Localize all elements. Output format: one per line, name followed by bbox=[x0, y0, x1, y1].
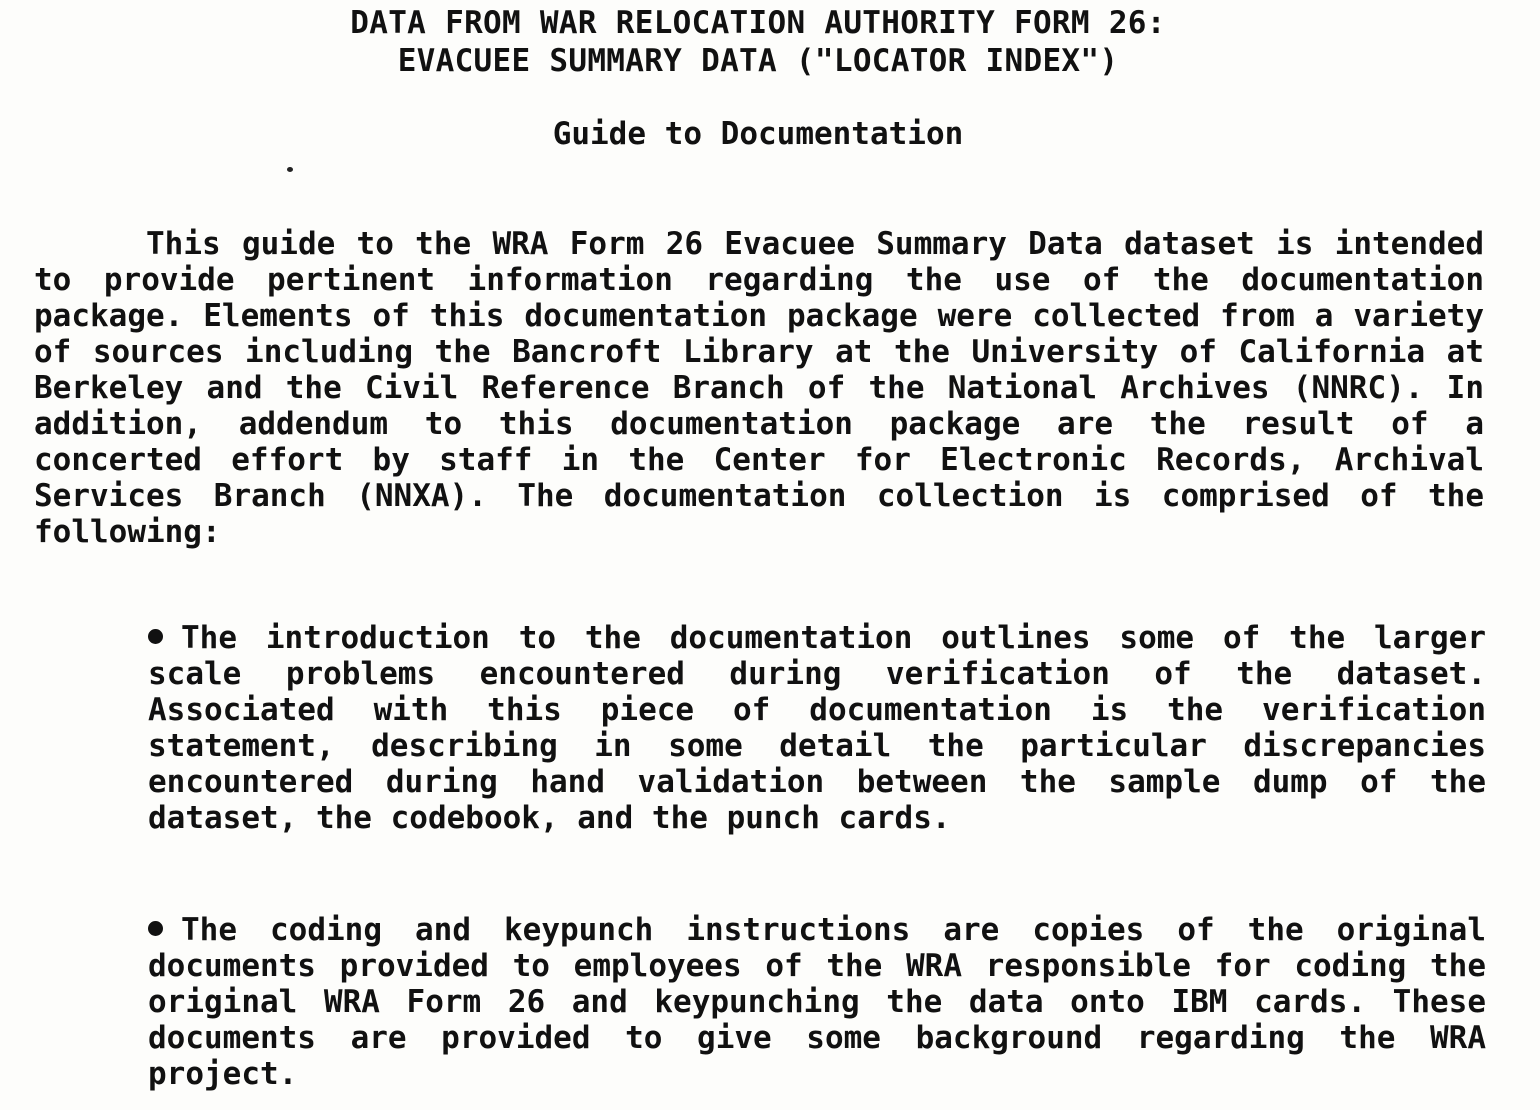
bullet-icon bbox=[148, 629, 163, 644]
bullet-text: The introduction to the documentation outlines some of the larger scale problems encountered during verification of the dataset. Associated with this piece of documentation is the verification statement, describing in some detail the particular discrepancies encountered during hand validation between the sample dump of the dataset, the codebook, and the punch cards. bbox=[148, 620, 1486, 836]
bullet-item-introduction bbox=[148, 620, 1486, 836]
scan-speck bbox=[287, 167, 293, 172]
intro-paragraph: This guide to the WRA Form 26 Evacuee Summary Data dataset is intended to provide pertinent information regarding the use of the documentation package. Elements of this documentation package were collected from a variety of sources including the Bancroft Library at the University of California at Berkeley and the Civil Reference Branch of the National Archives (NNRC). In addition, addendum to this documentation package are the result of a concerted effort by staff in the Center for Electronic Records, Archival Services Branch (NNXA). The documentation collection is comprised of the following: bbox=[34, 226, 1484, 550]
bullet-icon bbox=[148, 921, 163, 936]
bullet-paragraph bbox=[148, 620, 1486, 836]
document-title-line-2: EVACUEE SUMMARY DATA ("LOCATOR INDEX") bbox=[397, 43, 1119, 79]
bullet-text: The coding and keypunch instructions are copies of the original documents provided to employees of the WRA responsible for coding the original WRA Form 26 and keypunching the data onto IBM cards. These documents are provided to give some background regarding the WRA project. bbox=[148, 912, 1486, 1092]
document-title-line-1: DATA FROM WAR RELOCATION AUTHORITY FORM 26: bbox=[350, 5, 1166, 41]
bullet-item-coding-instructions bbox=[148, 912, 1486, 1092]
document-subtitle: Guide to Documentation bbox=[552, 116, 964, 152]
bullet-paragraph bbox=[148, 912, 1486, 1092]
